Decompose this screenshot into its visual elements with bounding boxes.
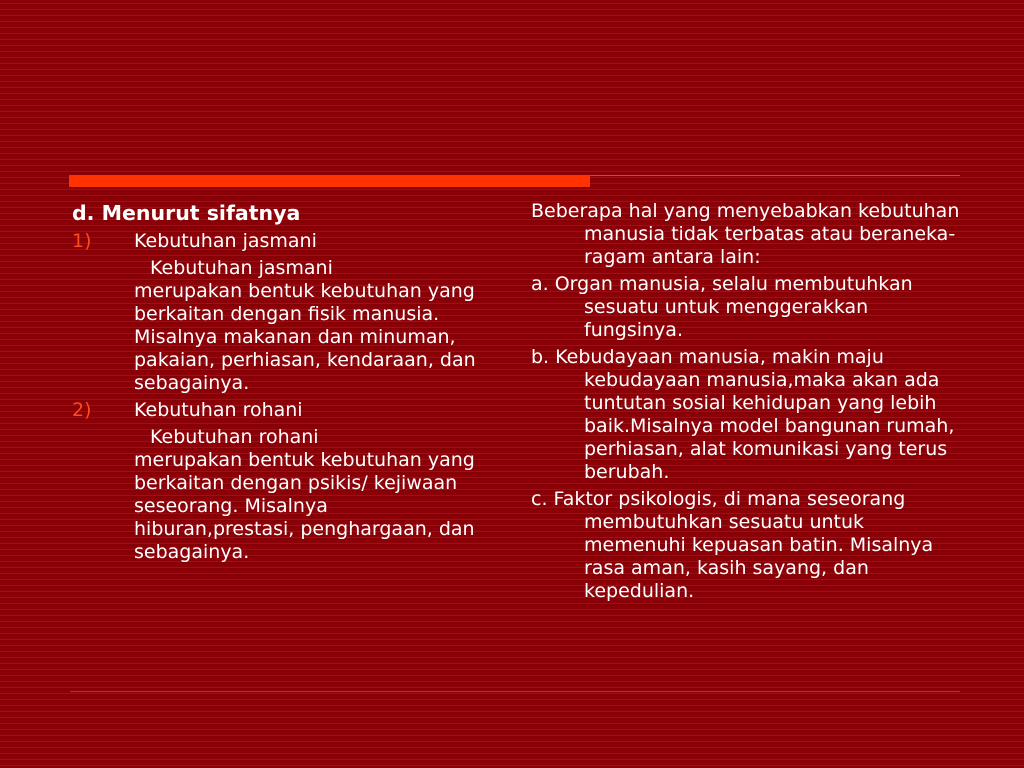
list-number: 2) [72,399,92,421]
title-accent-line [590,175,960,176]
list-item-title: Kebutuhan jasmani [134,230,317,252]
reason-a: a. Organ manusia, selalu membutuhkan sesuatu untuk menggerakkan fungsinya. [531,273,913,341]
list-number: 1) [72,230,92,252]
list-item-description [72,426,482,564]
description-body: merupakan bentuk kebutuhan yang berkaitan dengan fisik manusia. Misalnya makanan dan minuman, pakaian, perhiasan, kendaraan, dan sebagainya. [134,280,476,394]
list-item-2 [72,399,482,422]
section-heading: d. Menurut sifatnya [72,201,301,225]
title-accent-bar [69,175,590,187]
intro-paragraph: Beberapa hal yang menyebabkan kebutuhan manusia tidak terbatas atau beraneka-ragam antara lain: [531,200,960,268]
description-body: merupakan bentuk kebutuhan yang berkaitan dengan psikis/ kejiwaan seseorang. Misalnya hiburan,prestasi, penghargaan, dan sebagainya. [134,449,475,563]
footer-rule [70,691,960,692]
left-column [72,200,482,568]
list-item-description [72,257,482,395]
list-item-1 [72,230,482,253]
description-first-line: Kebutuhan jasmani [150,257,333,279]
reason-b: b. Kebudayaan manusia, makin maju kebudayaan manusia,maka akan ada tuntutan sosial kehidupan yang lebih baik.Misalnya model bangunan rumah, perhiasan, alat komunikasi yang terus berubah. [531,346,955,483]
list-item-title: Kebutuhan rohani [134,399,303,421]
right-column [531,200,961,607]
description-first-line: Kebutuhan rohani [150,426,319,448]
reason-c: c. Faktor psikologis, di mana seseorang membutuhkan sesuatu untuk memenuhi kepuasan batin. Misalnya rasa aman, kasih sayang, dan kepedulian. [531,488,934,602]
